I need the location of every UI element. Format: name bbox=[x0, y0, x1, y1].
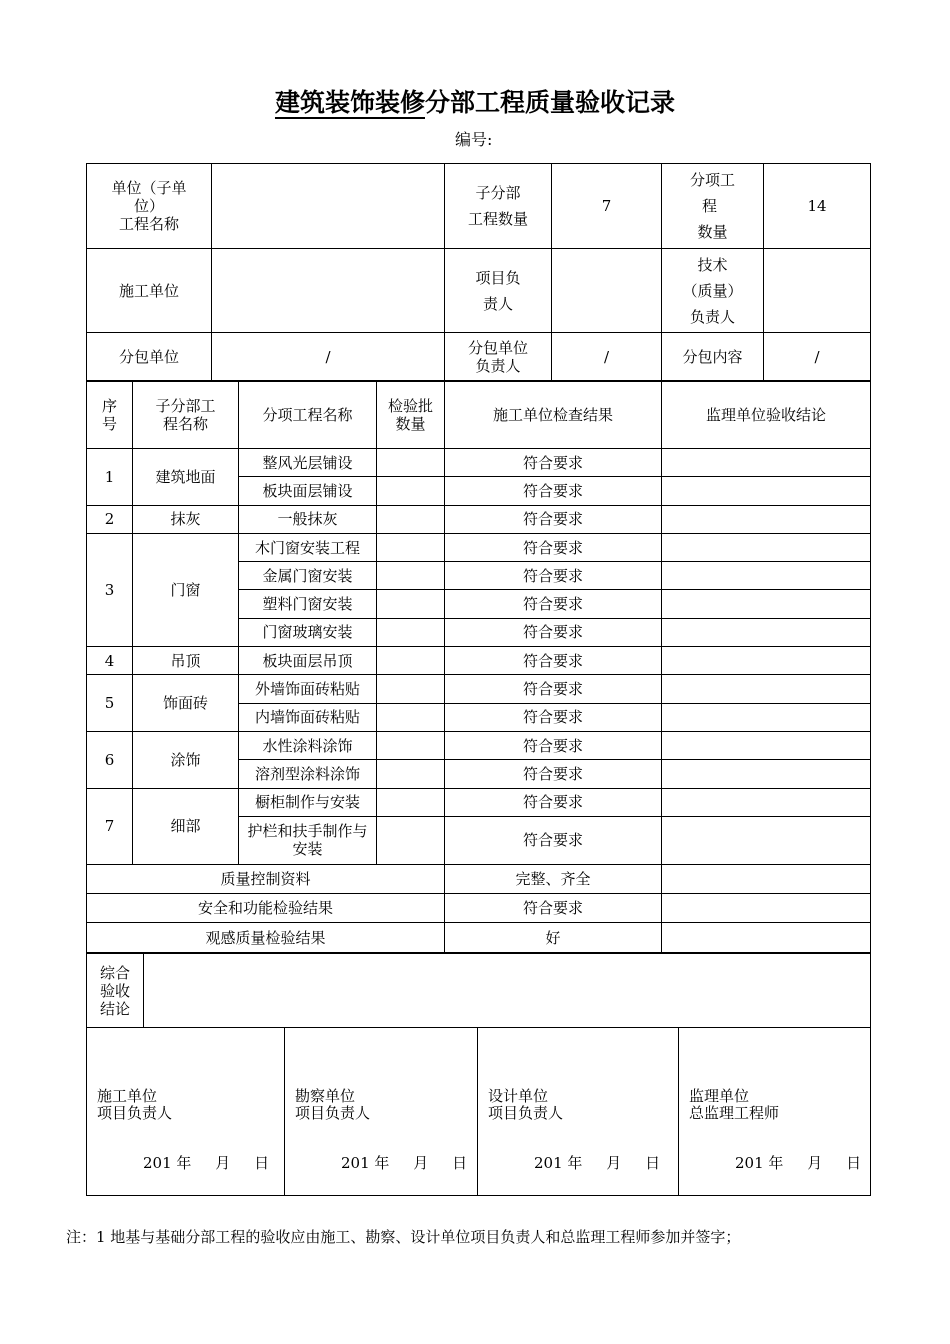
signature-role: 项目负责人 bbox=[488, 1104, 564, 1122]
item-check-result: 符合要求 bbox=[445, 647, 662, 675]
item-check-result: 符合要求 bbox=[445, 788, 662, 816]
sub-count-value[interactable]: 7 bbox=[552, 164, 662, 249]
signature-party bbox=[488, 1088, 563, 1122]
subcon-lead-label bbox=[445, 333, 552, 382]
group-name: 饰面砖 bbox=[133, 675, 239, 732]
signature-party bbox=[97, 1088, 172, 1122]
signature-date: 201 年 月 日 bbox=[735, 1154, 862, 1172]
col-item-name: 分项工程名称 bbox=[239, 381, 377, 449]
item-check-result: 符合要求 bbox=[445, 590, 662, 618]
item-supervisor-result[interactable] bbox=[662, 477, 871, 505]
sub-count-label bbox=[445, 164, 552, 249]
item-supervisor-result[interactable] bbox=[662, 590, 871, 618]
group-seq: 4 bbox=[87, 647, 133, 675]
item-check-result: 符合要求 bbox=[445, 731, 662, 759]
pm-label bbox=[445, 249, 552, 333]
summary-row bbox=[87, 894, 871, 923]
conclusion-label-b: 验收 bbox=[99, 981, 130, 1000]
conclusion-label bbox=[87, 954, 144, 1028]
pm-label-b: 责人 bbox=[482, 294, 513, 313]
item-batch-count[interactable] bbox=[377, 788, 445, 816]
group-name: 抹灰 bbox=[133, 505, 239, 533]
signature-date: 201 年 月 日 bbox=[143, 1154, 270, 1172]
signature-party bbox=[689, 1088, 779, 1122]
item-count-label-b: 程 bbox=[702, 197, 718, 215]
group-name: 涂饰 bbox=[133, 731, 239, 788]
signature-role: 总监理工程师 bbox=[689, 1104, 780, 1122]
signature-unit: 设计单位 bbox=[488, 1087, 549, 1105]
item-batch-count[interactable] bbox=[377, 449, 445, 477]
item-supervisor-result[interactable] bbox=[662, 505, 871, 533]
item-name: 护栏和扶手制作与安装 bbox=[239, 816, 377, 864]
item-batch-count[interactable] bbox=[377, 562, 445, 590]
item-batch-count[interactable] bbox=[377, 505, 445, 533]
item-supervisor-result[interactable] bbox=[662, 731, 871, 759]
col-sub-name bbox=[133, 381, 239, 449]
item-batch-count[interactable] bbox=[377, 760, 445, 788]
items-table bbox=[86, 380, 871, 953]
col-seq bbox=[87, 381, 133, 449]
signature-table bbox=[86, 1027, 871, 1196]
tech-label-b: （质量） bbox=[682, 281, 743, 300]
unit-label bbox=[87, 164, 212, 249]
summary-label: 质量控制资料 bbox=[87, 864, 445, 893]
item-batch-count[interactable] bbox=[377, 816, 445, 864]
item-name: 板块面层吊顶 bbox=[239, 647, 377, 675]
pm-label-a: 项目负 bbox=[475, 268, 521, 287]
col-supervisor-result: 监理单位验收结论 bbox=[662, 381, 871, 449]
item-check-result: 符合要求 bbox=[445, 533, 662, 561]
item-supervisor-result[interactable] bbox=[662, 816, 871, 864]
signature-role: 项目负责人 bbox=[295, 1104, 371, 1122]
item-check-result: 符合要求 bbox=[445, 562, 662, 590]
item-check-result: 符合要求 bbox=[445, 675, 662, 703]
item-name: 金属门窗安装 bbox=[239, 562, 377, 590]
item-check-result: 符合要求 bbox=[445, 449, 662, 477]
sub-count-label-a: 子分部 bbox=[475, 184, 521, 202]
signature-date: 201 年 月 日 bbox=[534, 1154, 661, 1172]
item-name: 塑料门窗安装 bbox=[239, 590, 377, 618]
item-batch-count[interactable] bbox=[377, 477, 445, 505]
table-row bbox=[87, 731, 871, 759]
item-name: 一般抹灰 bbox=[239, 505, 377, 533]
conclusion-label-a: 综合 bbox=[99, 963, 130, 982]
table-row bbox=[87, 788, 871, 816]
group-seq: 6 bbox=[87, 731, 133, 788]
table-row bbox=[87, 675, 871, 703]
item-supervisor-result[interactable] bbox=[662, 647, 871, 675]
item-batch-count[interactable] bbox=[377, 675, 445, 703]
subcon-content-value[interactable]: / bbox=[764, 333, 871, 382]
item-batch-count[interactable] bbox=[377, 703, 445, 731]
summary-supervisor-result[interactable] bbox=[662, 923, 871, 952]
item-supervisor-result[interactable] bbox=[662, 703, 871, 731]
subcon-value[interactable]: / bbox=[212, 333, 445, 382]
subcon-lead-label-b: 负责人 bbox=[475, 357, 521, 375]
item-count-label-a: 分项工 bbox=[689, 171, 735, 189]
col-check-result: 施工单位检查结果 bbox=[445, 381, 662, 449]
col-seq-a: 序 bbox=[101, 396, 117, 415]
summary-result: 完整、齐全 bbox=[445, 864, 662, 893]
col-seq-b: 号 bbox=[101, 414, 117, 433]
tech-label bbox=[662, 249, 764, 333]
signature-unit: 施工单位 bbox=[97, 1087, 158, 1105]
summary-result: 符合要求 bbox=[445, 894, 662, 923]
item-supervisor-result[interactable] bbox=[662, 533, 871, 561]
group-seq: 2 bbox=[87, 505, 133, 533]
signature-role: 项目负责人 bbox=[97, 1104, 173, 1122]
summary-supervisor-result[interactable] bbox=[662, 864, 871, 893]
subcon-lead-value[interactable]: / bbox=[552, 333, 662, 382]
item-check-result: 符合要求 bbox=[445, 760, 662, 788]
group-name: 细部 bbox=[133, 788, 239, 864]
title-underlined: 建筑装饰装修 bbox=[274, 88, 425, 117]
item-supervisor-result[interactable] bbox=[662, 760, 871, 788]
col-sub-name-b: 程名称 bbox=[162, 414, 208, 433]
constructor-label: 施工单位 bbox=[87, 249, 212, 333]
item-supervisor-result[interactable] bbox=[662, 675, 871, 703]
table-row bbox=[87, 533, 871, 561]
conclusion-label-c: 结论 bbox=[99, 999, 130, 1018]
signature-unit: 勘察单位 bbox=[295, 1087, 356, 1105]
summary-result: 好 bbox=[445, 923, 662, 952]
summary-label: 安全和功能检验结果 bbox=[87, 894, 445, 923]
signature-date: 201 年 月 日 bbox=[341, 1154, 468, 1172]
subcon-label: 分包单位 bbox=[87, 333, 212, 382]
item-name: 外墙饰面砖粘贴 bbox=[239, 675, 377, 703]
signature-unit: 监理单位 bbox=[689, 1087, 750, 1105]
signature-cell[interactable] bbox=[478, 1028, 679, 1196]
group-name: 建筑地面 bbox=[133, 449, 239, 506]
group-seq: 5 bbox=[87, 675, 133, 732]
header-table bbox=[86, 163, 871, 382]
item-check-result: 符合要求 bbox=[445, 477, 662, 505]
item-name: 橱柜制作与安装 bbox=[239, 788, 377, 816]
tech-label-a: 技术 bbox=[697, 255, 728, 274]
page-title bbox=[0, 83, 950, 119]
item-batch-count[interactable] bbox=[377, 590, 445, 618]
conclusion-value[interactable] bbox=[144, 954, 871, 1028]
tech-label-c: 负责人 bbox=[689, 307, 735, 326]
summary-supervisor-result[interactable] bbox=[662, 894, 871, 923]
signature-cell[interactable] bbox=[679, 1028, 871, 1196]
item-name: 整风光层铺设 bbox=[239, 449, 377, 477]
col-batch bbox=[377, 381, 445, 449]
signature-party bbox=[295, 1088, 370, 1122]
col-batch-a: 检验批 bbox=[387, 396, 433, 415]
item-check-result: 符合要求 bbox=[445, 618, 662, 646]
table-row bbox=[87, 449, 871, 477]
item-name: 门窗玻璃安装 bbox=[239, 618, 377, 646]
item-count-label bbox=[662, 164, 764, 249]
summary-row bbox=[87, 923, 871, 952]
item-check-result: 符合要求 bbox=[445, 816, 662, 864]
item-batch-count[interactable] bbox=[377, 731, 445, 759]
footnote: 注：1 地基与基础分部工程的验收应由施工、勘察、设计单位项目负责人和总监理工程师参加并签字； bbox=[66, 1228, 741, 1246]
item-count-label-c: 数量 bbox=[697, 223, 728, 241]
item-supervisor-result[interactable] bbox=[662, 788, 871, 816]
group-seq: 7 bbox=[87, 788, 133, 864]
item-count-value[interactable]: 14 bbox=[764, 164, 871, 249]
summary-row bbox=[87, 864, 871, 893]
table-row bbox=[87, 505, 871, 533]
item-name: 板块面层铺设 bbox=[239, 477, 377, 505]
item-name: 木门窗安装工程 bbox=[239, 533, 377, 561]
item-check-result: 符合要求 bbox=[445, 505, 662, 533]
item-batch-count[interactable] bbox=[377, 647, 445, 675]
unit-value[interactable] bbox=[212, 164, 445, 249]
item-check-result: 符合要求 bbox=[445, 703, 662, 731]
group-name: 门窗 bbox=[133, 533, 239, 646]
tech-value[interactable] bbox=[764, 249, 871, 333]
title-rest: 分部工程质量验收记录 bbox=[425, 88, 676, 117]
table-row bbox=[87, 647, 871, 675]
conclusion-table bbox=[86, 953, 871, 1028]
item-batch-count[interactable] bbox=[377, 533, 445, 561]
group-seq: 1 bbox=[87, 449, 133, 506]
subcon-lead-label-a: 分包单位 bbox=[467, 339, 528, 357]
item-supervisor-result[interactable] bbox=[662, 562, 871, 590]
summary-label: 观感质量检验结果 bbox=[87, 923, 445, 952]
signature-cell[interactable] bbox=[285, 1028, 478, 1196]
subcon-content-label: 分包内容 bbox=[662, 333, 764, 382]
group-name: 吊顶 bbox=[133, 647, 239, 675]
item-name: 内墙饰面砖粘贴 bbox=[239, 703, 377, 731]
col-batch-b: 数量 bbox=[395, 414, 426, 433]
constructor-value[interactable] bbox=[212, 249, 445, 333]
pm-value[interactable] bbox=[552, 249, 662, 333]
signature-cell[interactable] bbox=[87, 1028, 285, 1196]
unit-label-b: 工程名称 bbox=[118, 215, 179, 233]
item-batch-count[interactable] bbox=[377, 618, 445, 646]
item-supervisor-result[interactable] bbox=[662, 449, 871, 477]
col-sub-name-a: 子分部工 bbox=[155, 396, 216, 415]
doc-number-label: 编号: bbox=[455, 130, 493, 149]
item-name: 水性涂料涂饰 bbox=[239, 731, 377, 759]
group-seq: 3 bbox=[87, 533, 133, 646]
sub-count-label-b: 工程数量 bbox=[467, 210, 528, 228]
item-supervisor-result[interactable] bbox=[662, 618, 871, 646]
item-name: 溶剂型涂料涂饰 bbox=[239, 760, 377, 788]
unit-label-a: 单位（子单位） bbox=[111, 179, 187, 215]
